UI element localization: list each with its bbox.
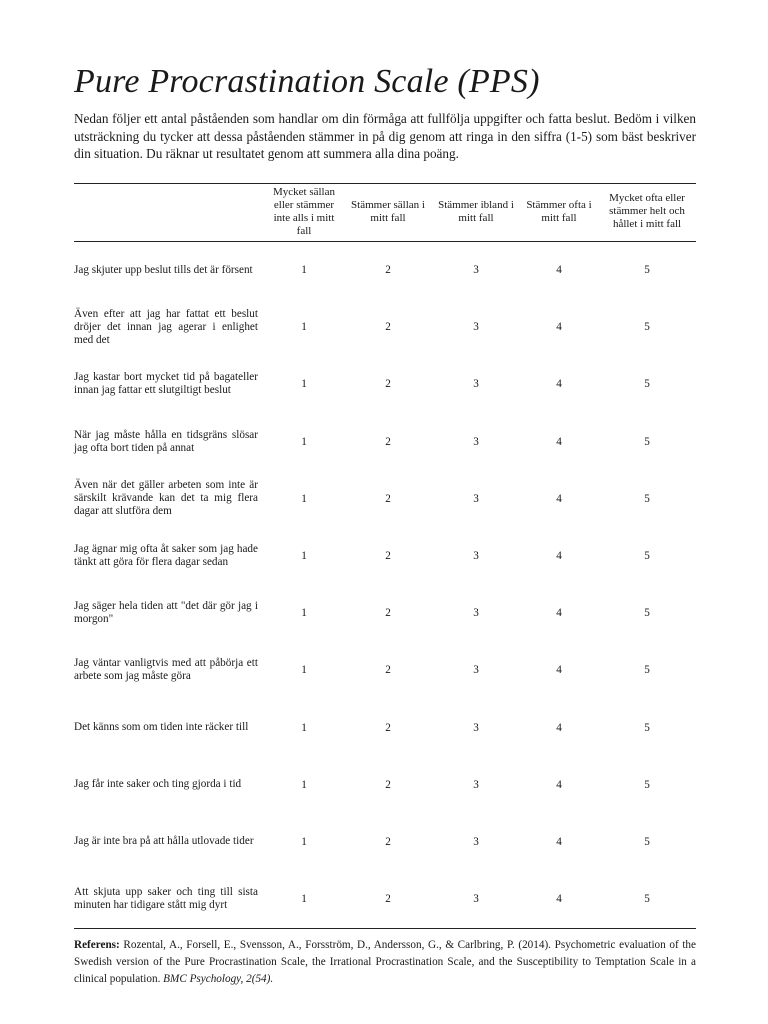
table-row (74, 470, 696, 527)
table-body (74, 241, 696, 928)
rating-option-4[interactable]: 4 (556, 321, 562, 334)
rating-option-5[interactable]: 5 (644, 321, 650, 334)
header-statement (74, 183, 264, 241)
rating-option-4[interactable]: 4 (556, 607, 562, 620)
rating-option-2[interactable]: 2 (385, 378, 391, 391)
table-row (74, 299, 696, 356)
rating-option-3[interactable]: 3 (473, 378, 479, 391)
rating-option-3[interactable]: 3 (473, 778, 479, 791)
statement-cell: Jag ägnar mig ofta åt saker som jag hade tänkt att göra för flera dagar sedan (74, 543, 258, 569)
statement-cell: Jag väntar vanligtvis med att påbörja ett arbete som jag måste göra (74, 657, 258, 683)
rating-option-1[interactable]: 1 (301, 378, 307, 391)
rating-option-2[interactable]: 2 (385, 835, 391, 848)
statement-cell: Jag får inte saker och ting gjorda i tid (74, 778, 242, 791)
rating-option-4[interactable]: 4 (556, 778, 562, 791)
header-col-3: Stämmer ibland i mitt fall (432, 183, 520, 241)
rating-option-3[interactable]: 3 (473, 435, 479, 448)
rating-option-4[interactable]: 4 (556, 550, 562, 563)
table-row (74, 699, 696, 756)
header-col-4: Stämmer ofta i mitt fall (520, 183, 598, 241)
intro-paragraph: Nedan följer ett antal påståenden som handlar om din förmåga att fullfölja uppgifter och fatta beslut. Bedöm i vilken utsträckning du tycker att dessa påståenden stämmer in på dig genom att ringa in den siffra (1-5) som bäst beskriver din situation. Du räknar ut resultatet genom att summera alla dina poäng. (74, 111, 696, 161)
rating-option-1[interactable]: 1 (301, 835, 307, 848)
rating-option-1[interactable]: 1 (301, 893, 307, 906)
rating-option-4[interactable]: 4 (556, 893, 562, 906)
rating-option-2[interactable]: 2 (385, 893, 391, 906)
page-title: Pure Procrastination Scale (PPS) (74, 63, 540, 100)
rating-option-3[interactable]: 3 (473, 835, 479, 848)
rating-option-1[interactable]: 1 (301, 607, 307, 620)
table-header-row (74, 183, 696, 241)
table-row (74, 527, 696, 584)
statement-cell: När jag måste hålla en tidsgräns slösar jag ofta bort tiden på annat (74, 428, 258, 454)
rating-option-5[interactable]: 5 (644, 835, 650, 848)
rating-option-2[interactable]: 2 (385, 778, 391, 791)
rating-option-5[interactable]: 5 (644, 550, 650, 563)
rating-option-1[interactable]: 1 (301, 321, 307, 334)
statement-cell: Även när det gäller arbeten som inte är särskilt krävande kan det ta mig flera dagar att slutföra dem (74, 479, 258, 518)
pps-table (74, 183, 696, 929)
rating-option-1[interactable]: 1 (301, 550, 307, 563)
rating-option-1[interactable]: 1 (301, 721, 307, 734)
rating-option-3[interactable]: 3 (473, 721, 479, 734)
rating-option-3[interactable]: 3 (473, 492, 479, 505)
statement-cell: Att skjuta upp saker och ting till sista minuten har tidigare stått mig dyrt (74, 886, 258, 912)
rating-option-1[interactable]: 1 (301, 492, 307, 505)
table-row (74, 871, 696, 929)
rating-option-2[interactable]: 2 (385, 721, 391, 734)
rating-option-3[interactable]: 3 (473, 607, 479, 620)
table-row (74, 642, 696, 699)
rating-option-2[interactable]: 2 (385, 607, 391, 620)
reference (74, 937, 696, 988)
rating-option-1[interactable]: 1 (301, 435, 307, 448)
rating-option-5[interactable]: 5 (644, 378, 650, 391)
rating-option-5[interactable]: 5 (644, 435, 650, 448)
rating-option-1[interactable]: 1 (301, 664, 307, 677)
document-page (74, 60, 696, 988)
table-row (74, 585, 696, 642)
table-row (74, 356, 696, 413)
reference-journal: BMC Psychology, 2(54). (163, 972, 274, 985)
rating-option-5[interactable]: 5 (644, 607, 650, 620)
rating-option-5[interactable]: 5 (644, 664, 650, 677)
rating-option-3[interactable]: 3 (473, 893, 479, 906)
rating-option-1[interactable]: 1 (301, 264, 307, 277)
rating-option-2[interactable]: 2 (385, 550, 391, 563)
statement-cell: Jag är inte bra på att hålla utlovade tider (74, 835, 254, 848)
rating-option-5[interactable]: 5 (644, 778, 650, 791)
rating-option-2[interactable]: 2 (385, 664, 391, 677)
rating-option-4[interactable]: 4 (556, 721, 562, 734)
rating-option-5[interactable]: 5 (644, 893, 650, 906)
rating-option-3[interactable]: 3 (473, 264, 479, 277)
table-row (74, 413, 696, 470)
statement-cell: Även efter att jag har fattat ett beslut dröjer det innan jag agerar i enlighet med det (74, 307, 258, 346)
statement-cell: Jag skjuter upp beslut tills det är försent (74, 263, 253, 276)
rating-option-5[interactable]: 5 (644, 264, 650, 277)
rating-option-4[interactable]: 4 (556, 835, 562, 848)
rating-option-3[interactable]: 3 (473, 550, 479, 563)
rating-option-2[interactable]: 2 (385, 321, 391, 334)
rating-option-4[interactable]: 4 (556, 435, 562, 448)
table-row (74, 756, 696, 813)
rating-option-4[interactable]: 4 (556, 378, 562, 391)
header-col-2: Stämmer sällan i mitt fall (344, 183, 432, 241)
reference-text: Rozental, A., Forsell, E., Svensson, A., Forsström, D., Andersson, G., & Carlbring, P. (2014). Psychometric evaluation of the Swedish version of the Pure Procrastination Scale, the Irrational Procrastination Scale, and the Susceptibility to Temptation Scale in a clinical population. (74, 938, 696, 985)
rating-option-2[interactable]: 2 (385, 264, 391, 277)
statement-cell: Jag kastar bort mycket tid på bagateller innan jag fattar ett slutgiltigt beslut (74, 371, 258, 397)
rating-option-3[interactable]: 3 (473, 321, 479, 334)
statement-cell: Det känns som om tiden inte räcker till (74, 721, 249, 734)
table-row (74, 241, 696, 299)
rating-option-1[interactable]: 1 (301, 778, 307, 791)
statement-cell: Jag säger hela tiden att "det där gör jag i morgon" (74, 600, 258, 626)
rating-option-2[interactable]: 2 (385, 492, 391, 505)
table-row (74, 813, 696, 870)
rating-option-4[interactable]: 4 (556, 492, 562, 505)
rating-option-4[interactable]: 4 (556, 664, 562, 677)
rating-option-4[interactable]: 4 (556, 264, 562, 277)
header-col-5: Mycket ofta eller stämmer helt och hållet i mitt fall (598, 183, 696, 241)
rating-option-3[interactable]: 3 (473, 664, 479, 677)
rating-option-5[interactable]: 5 (644, 492, 650, 505)
reference-label: Referens: (74, 938, 120, 951)
header-col-1: Mycket sällan eller stämmer inte alls i mitt fall (264, 183, 344, 241)
rating-option-5[interactable]: 5 (644, 721, 650, 734)
rating-option-2[interactable]: 2 (385, 435, 391, 448)
